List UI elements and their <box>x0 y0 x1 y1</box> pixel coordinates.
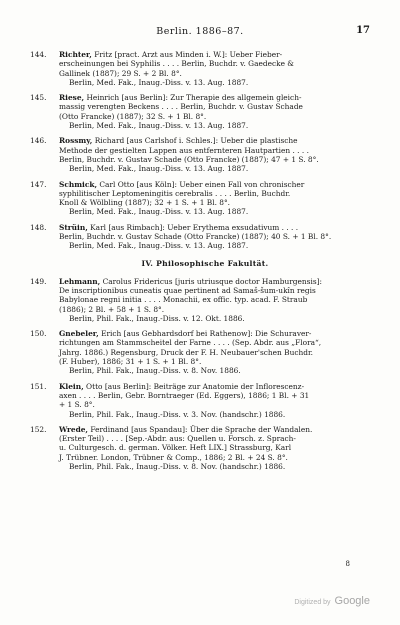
bibliography-entry <box>30 136 380 173</box>
entry-line: Jahrg. 1886.) Regensburg, Druck der F. H. Neubauer'schen Buchdr. <box>59 347 314 357</box>
entry-line: Berlin, Buchdr. v. Gustav Schade (Otto Francke) (1887); 47 + 1 S. 8°. <box>59 154 319 164</box>
bibliography-entry <box>30 329 380 375</box>
entry-text: Karl [aus Rimbach]: Ueber Erythema exsudativum . . . . <box>90 222 299 232</box>
page-number: 17 <box>356 25 370 36</box>
entry-text: Erich [aus Gebhardsdorf bei Rathenow]: Die Schuraver- <box>101 329 312 339</box>
watermark-prefix: Digitized by <box>294 599 331 606</box>
entry-line: massig verengten Beckens . . . . Berlin, Buchdr. v. Gustav Schade <box>59 102 303 112</box>
entry-number: 151. <box>30 381 47 391</box>
entry-first-line <box>59 277 380 286</box>
entry-number: 146. <box>30 136 47 146</box>
running-header <box>30 26 370 40</box>
author-name: Riese, <box>59 93 85 103</box>
philosophy-entries <box>30 277 380 472</box>
bibliography-entry <box>30 223 380 251</box>
entry-line: syphilitischer Leptomeningitis cerebralis . . . . Berlin, Buchdr. <box>59 188 291 198</box>
bibliography-entry <box>30 277 380 323</box>
entry-line: J. Trübner. London, Trübner & Comp., 1886; 2 Bl. + 24 S. 8°. <box>59 452 288 462</box>
author-name: Lehmann, <box>59 276 101 286</box>
author-name: Rossmy, <box>59 136 93 146</box>
entry-line: Berlin, Phil. Fak., Inaug.-Diss. v. 3. Nov. (handschr.) 1886. <box>69 409 286 419</box>
entry-line: Berlin, Med. Fak., Inaug.-Diss. v. 13. Aug. 1887. <box>69 164 249 174</box>
entry-line: Methode der gestielten Lappen aus entfernteren Hautpartien . . . . <box>59 145 309 155</box>
entry-line: (Erster Teil) . . . . [Sep.-Abdr. aus: Quellen u. Forsch. z. Sprach- <box>59 434 296 444</box>
entry-text: Richard [aus Carlshof i. Schles.]: Ueber die plastische <box>94 136 298 146</box>
entry-text: Ferdinand [aus Spandau]: Über die Sprache der Wandalen. <box>90 424 313 434</box>
entry-number: 148. <box>30 222 47 232</box>
entry-first-line <box>59 136 380 145</box>
entry-line: Berlin, Phil. Fak., Inaug.-Diss. v. 12. Okt. 1886. <box>69 313 245 323</box>
entry-number: 145. <box>30 93 47 103</box>
bibliography-entry <box>30 180 380 217</box>
entry-line: Berlin, Med. Fak., Inaug.-Diss. v. 13. Aug. 1887. <box>69 207 249 217</box>
watermark-brand: Google <box>334 595 370 607</box>
entry-line: Berlin, Med. Fak., Inaug.-Diss. v. 13. Aug. 1887. <box>69 121 249 131</box>
bibliography-entry <box>30 50 380 87</box>
author-name: Klein, <box>59 381 84 391</box>
entry-first-line <box>59 93 380 102</box>
entry-line: (1886); 2 Bl. + 58 + 1 S. 8°. <box>59 304 165 314</box>
bibliography-entry <box>30 93 380 130</box>
entry-number: 149. <box>30 276 47 286</box>
entry-first-line <box>59 425 380 434</box>
medical-entries <box>30 50 380 251</box>
entry-line: Gallinek (1887); 29 S. + 2 Bl. 8°. <box>59 68 182 78</box>
bibliography-entry <box>30 425 380 471</box>
entry-number: 150. <box>30 329 47 339</box>
author-name: Schmick, <box>59 179 98 189</box>
running-title: Berlin. 1886–87. <box>156 26 244 37</box>
entry-text: Heinrich [aus Berlin]: Zur Therapie des allgemein gleich- <box>86 93 302 103</box>
entry-line: Berlin, Med. Fak., Inaug.-Diss. v. 13. Aug. 1887. <box>69 77 249 87</box>
entry-line: De inscriptionibus cuneatis quae pertinent ad Samaš-šum-ukîn regis <box>59 285 316 295</box>
entry-line: (Otto Francke) (1887); 32 S. + 1 Bl. 8°. <box>59 111 207 121</box>
entry-line: erscheinungen bei Syphilis . . . . Berlin, Buchdr. v. Gaedecke & <box>59 59 294 69</box>
entry-number: 147. <box>30 179 47 189</box>
entry-list <box>30 50 380 477</box>
entry-line: Berlin, Med. Fak., Inaug.-Diss. v. 13. Aug. 1887. <box>69 241 249 251</box>
entry-number: 152. <box>30 424 47 434</box>
entry-first-line <box>59 50 380 59</box>
entry-line: u. Culturgesch. d. german. Völker. Heft LIX.] Strassburg, Karl <box>59 443 292 453</box>
entry-text: Carolus Fridericus [juris utriusque doctor Hamburgensis]: <box>102 276 322 286</box>
entry-text: Carl Otto [aus Köln]: Ueber einen Fall von chronischer <box>99 179 305 189</box>
digitization-watermark <box>294 595 370 607</box>
entry-first-line <box>59 329 380 338</box>
entry-line: Berlin, Buchdr. v. Gustav Schade (Otto Francke) (1887); 40 S. + 1 Bl. 8°. <box>59 232 332 242</box>
entry-line: Babylonae regni initia . . . . Monachii, ex offic. typ. acad. F. Straub <box>59 295 308 305</box>
entry-text: Fritz [pract. Arzt aus Minden i. W.]: Ueber Fieber- <box>94 50 283 59</box>
author-name: Strüin, <box>59 222 88 232</box>
author-name: Wrede, <box>59 424 89 434</box>
entry-first-line <box>59 382 380 391</box>
section-title: IV. Philosophische Fakultät. <box>141 258 269 268</box>
signature-mark: 8 <box>345 560 350 568</box>
author-name: Gnebeler, <box>59 329 99 339</box>
entry-line: (F. Huber), 1886; 31 + 1 S. + 1 Bl. 8°. <box>59 357 202 367</box>
entry-line: Berlin, Phil. Fak., Inaug.-Diss. v. 8. Nov. 1886. <box>69 366 241 376</box>
entry-line: + 1 S. 8°. <box>59 400 95 410</box>
entry-first-line <box>59 180 380 189</box>
entry-text: Otto [aus Berlin]: Beiträge zur Anatomie der Inflorescenz- <box>86 381 305 391</box>
entry-number: 144. <box>30 50 47 59</box>
entry-line: Knoll & Wölbling (1887); 32 + 1 S. + 1 Bl. 8°. <box>59 198 231 208</box>
author-name: Richter, <box>59 50 92 59</box>
entry-line: Berlin, Phil. Fak., Inaug.-Diss. v. 8. Nov. (handschr.) 1886. <box>69 461 286 471</box>
entry-line: axen . . . . Berlin, Gebr. Borntraeger (Ed. Eggers), 1886; 1 Bl. + 31 <box>59 390 310 400</box>
entry-first-line <box>59 223 380 232</box>
bibliography-entry <box>30 382 380 419</box>
entry-line: richtungen am Stammscheitel der Farne . . . . (Sep. Abdr. aus „Flora“, <box>59 338 322 348</box>
